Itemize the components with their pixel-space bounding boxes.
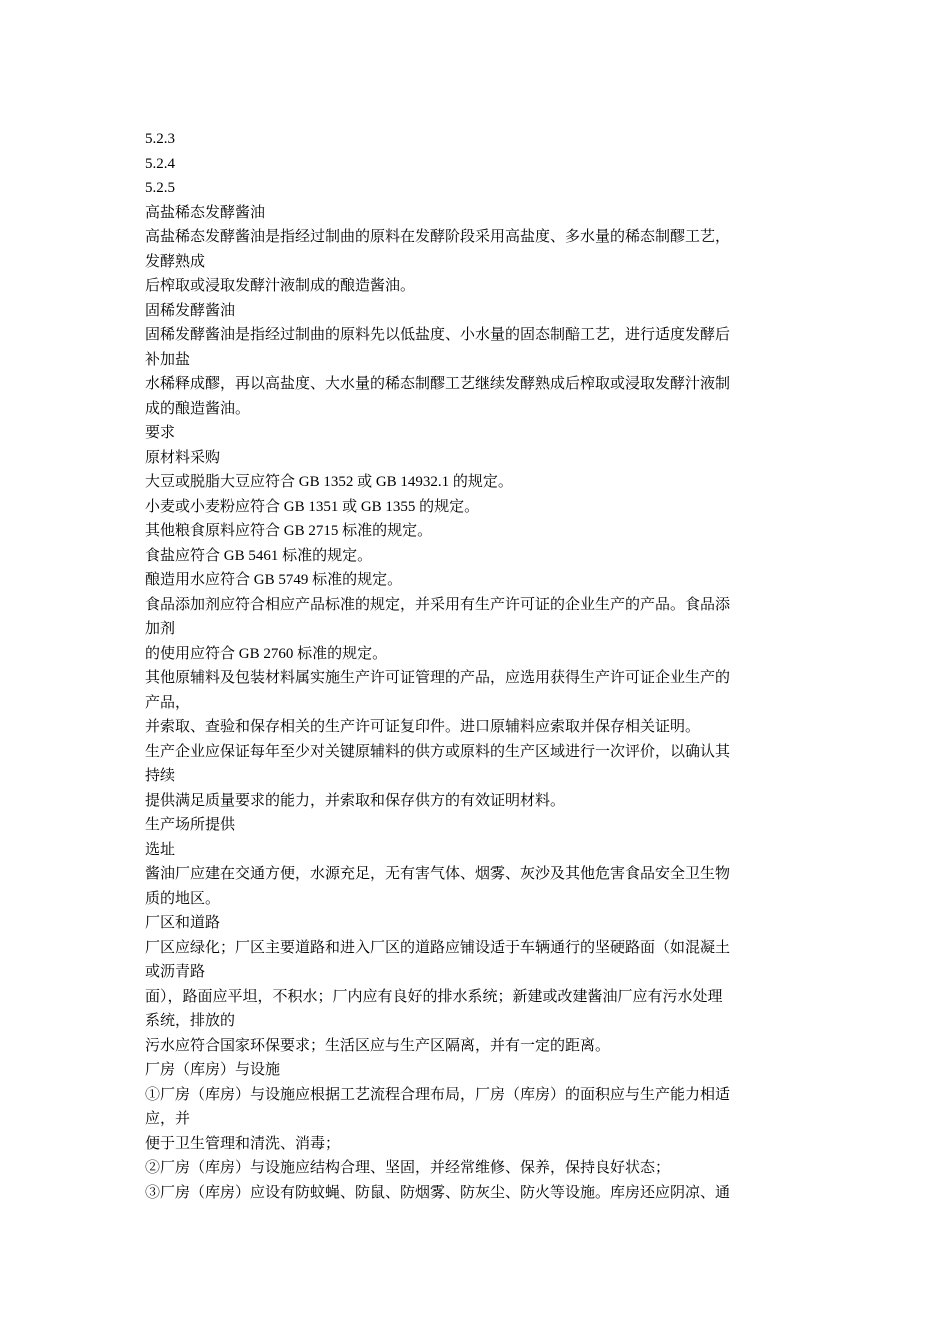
paragraph-line: 其他粮食原料应符合 GB 2715 标准的规定。 [145, 523, 433, 539]
paragraph-line: 系统，排放的 [145, 1013, 236, 1029]
paragraph-line: 其他原辅料及包装材料属实施生产许可证管理的产品，应选用获得生产许可证企业生产的 [145, 670, 731, 686]
paragraph-line: 固稀发酵酱油是指经过制曲的原料先以低盐度、小水量的固态制醅工艺，进行适度发酵后 [145, 327, 731, 343]
paragraph-line: 或沥青路 [145, 964, 206, 980]
paragraph-line: 小麦或小麦粉应符合 GB 1351 或 GB 1355 的规定。 [145, 498, 480, 515]
paragraph-line: 持续 [145, 768, 176, 784]
heading-requirements: 要求 [145, 425, 176, 441]
paragraph-line: 的使用应符合 GB 2760 标准的规定。 [145, 645, 388, 662]
paragraph-line: 加剂 [145, 621, 176, 637]
heading-factory-roads: 厂区和道路 [145, 915, 221, 931]
list-item-2: ②厂房（库房）与设施应结构合理、坚固，并经常维修、保养，保持良好状态； [145, 1160, 671, 1176]
document-body [145, 127, 810, 1205]
paragraph-line: 面），路面应平坦，不积水；厂内应有良好的排水系统；新建或改建酱油厂应有污水处理 [145, 988, 723, 1005]
section-number: 5.2.4 [145, 155, 175, 172]
list-item-1-cont: 应，并 [145, 1111, 191, 1127]
list-item-1-cont: 便于卫生管理和清洗、消毒； [145, 1135, 341, 1152]
paragraph-line: 大豆或脱脂大豆应符合 GB 1352 或 GB 14932.1 的规定。 [145, 474, 513, 490]
paragraph-line: 并索取、查验和保存相关的生产许可证复印件。进口原辅料应索取并保存相关证明。 [145, 719, 701, 735]
paragraph-line: 酱油厂应建在交通方便，水源充足，无有害气体、烟雾、灰沙及其他危害食品安全卫生物 [145, 866, 731, 882]
paragraph-line: 厂区应绿化；厂区主要道路和进入厂区的道路应铺设适于车辆通行的坚硬路面（如混凝土 [145, 939, 731, 956]
heading-production-site: 生产场所提供 [145, 817, 236, 833]
paragraph-line: 高盐稀态发酵酱油是指经过制曲的原料在发酵阶段采用高盐度、多水量的稀态制醪工艺， [145, 229, 731, 245]
paragraph-line: 食盐应符合 GB 5461 标准的规定。 [145, 547, 373, 564]
heading-high-salt-soy-sauce: 高盐稀态发酵酱油 [145, 204, 266, 221]
paragraph-line: 污水应符合国家环保要求；生活区应与生产区隔离，并有一定的距离。 [145, 1037, 611, 1054]
section-number: 5.2.5 [145, 180, 175, 196]
list-item-3: ③厂房（库房）应设有防蚊蝇、防鼠、防烟雾、防灰尘、防火等设施。库房还应阴凉、通 [145, 1184, 731, 1201]
heading-solid-liquid-soy-sauce: 固稀发酵酱油 [145, 302, 236, 319]
heading-buildings-facilities: 厂房（库房）与设施 [145, 1062, 281, 1078]
paragraph-line: 成的酿造酱油。 [145, 400, 251, 417]
list-item-1: ①厂房（库房）与设施应根据工艺流程合理布局，厂房（库房）的面积应与生产能力相适 [145, 1086, 731, 1103]
heading-raw-material-procurement: 原材料采购 [145, 449, 221, 466]
paragraph-line: 食品添加剂应符合相应产品标准的规定，并采用有生产许可证的企业生产的产品。食品添 [145, 596, 731, 613]
heading-site-selection: 选址 [145, 841, 176, 858]
paragraph-line: 生产企业应保证每年至少对关键原辅料的供方或原料的生产区域进行一次评价，以确认其 [145, 743, 731, 760]
paragraph-line: 补加盐 [145, 351, 191, 368]
paragraph-line: 质的地区。 [145, 890, 221, 907]
paragraph-line: 水稀释成醪，再以高盐度、大水量的稀态制醪工艺继续发酵熟成后榨取或浸取发酵汁液制 [145, 376, 731, 392]
paragraph-line: 酿造用水应符合 GB 5749 标准的规定。 [145, 572, 403, 588]
paragraph-line: 提供满足质量要求的能力，并索取和保存供方的有效证明材料。 [145, 792, 566, 809]
paragraph-line: 发酵熟成 [145, 253, 206, 270]
paragraph-line: 后榨取或浸取发酵汁液制成的酿造酱油。 [145, 278, 416, 294]
section-number: 5.2.3 [145, 131, 175, 147]
paragraph-line: 产品， [145, 694, 191, 711]
